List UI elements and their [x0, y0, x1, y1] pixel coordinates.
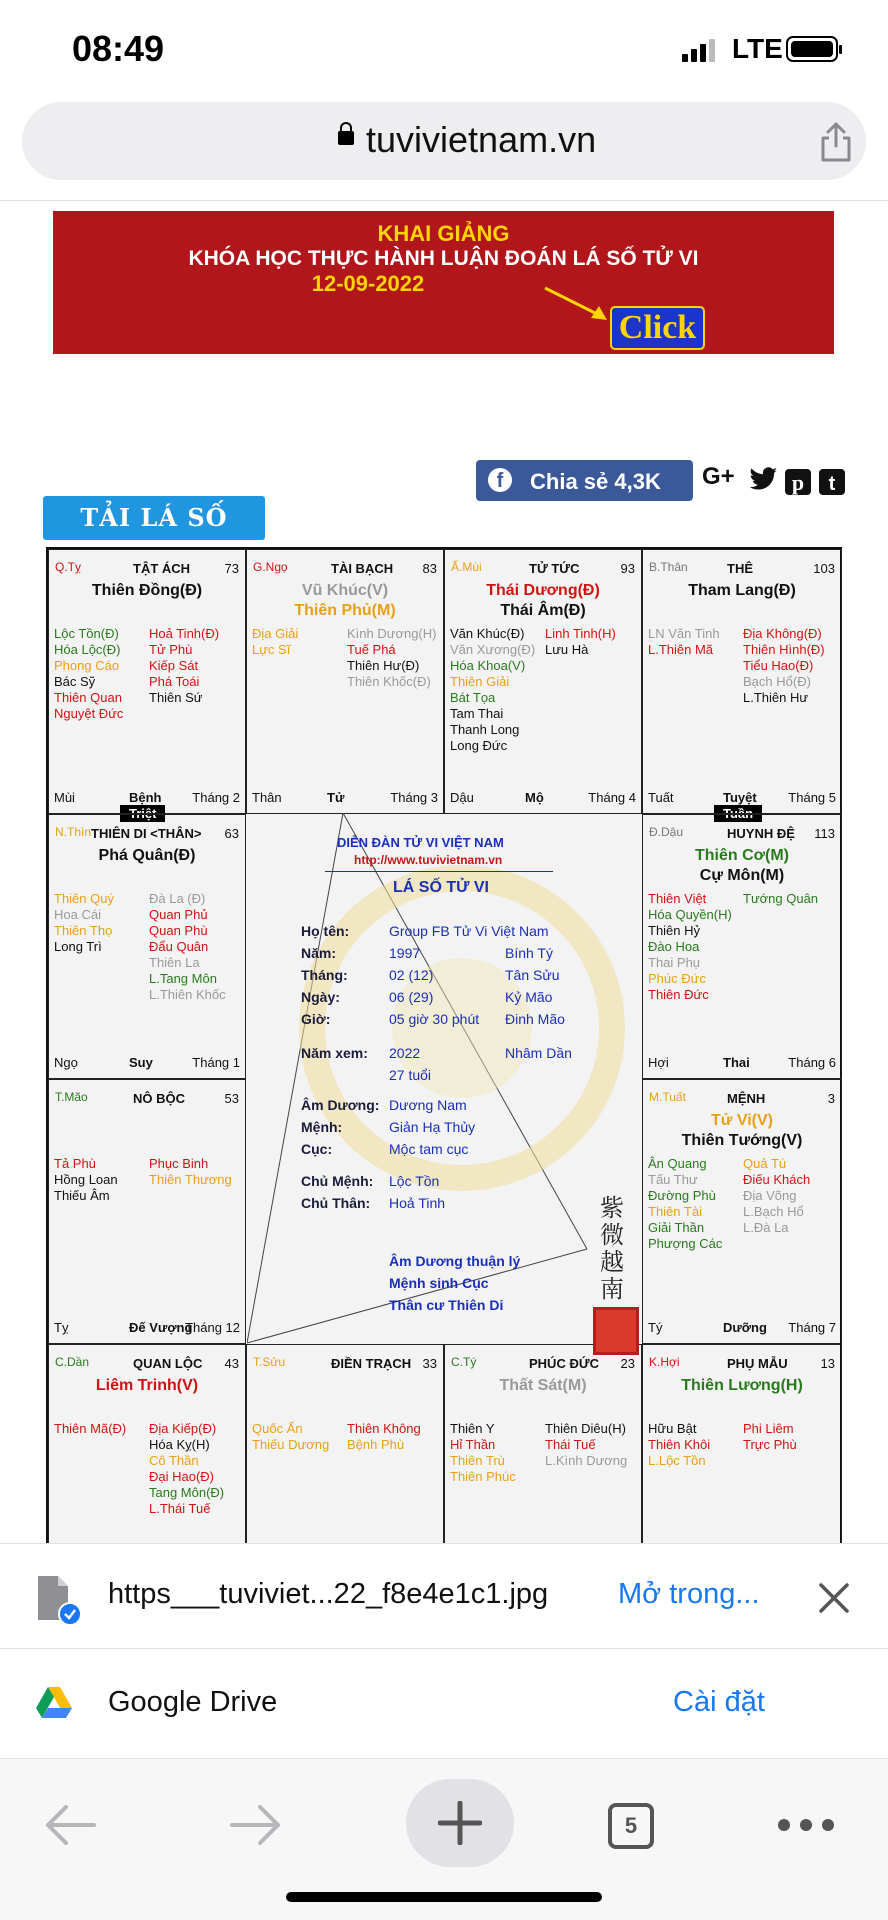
minor-star: Đẩu Quân	[149, 939, 209, 954]
footer-month: Tháng 3	[390, 790, 438, 805]
info-label: Năm:	[301, 945, 337, 961]
minor-star: L.Tang Môn	[149, 971, 217, 986]
info-label: Cục:	[301, 1141, 333, 1157]
footer-branch: Tỵ	[54, 1320, 69, 1335]
minor-stars-right	[347, 1421, 421, 1453]
palace-branch: C.Tý	[451, 1355, 477, 1369]
minor-star: Phong Cáo	[54, 658, 120, 673]
info-label: Chủ Thân:	[301, 1195, 371, 1211]
minor-star: Thiếu Âm	[54, 1188, 110, 1203]
download-filename: https___tuviviet...22_f8e4e1c1.jpg	[108, 1578, 549, 1610]
svg-text:t: t	[828, 473, 836, 495]
chart-title: LÁ SỐ TỬ VI	[393, 879, 489, 896]
palace-than	[642, 549, 842, 814]
open-in-button[interactable]: Mở trong...	[618, 1578, 760, 1610]
address-bar[interactable]	[22, 102, 866, 180]
info-label: Chủ Mệnh:	[301, 1173, 374, 1189]
banner-date: 12-09-2022	[311, 271, 425, 296]
twitter-icon[interactable]	[748, 463, 778, 497]
minor-stars-right	[743, 1421, 797, 1453]
forum-name: DIỄN ĐÀN TỬ VI VIỆT NAM	[337, 835, 504, 850]
footer-month: Tháng 1	[192, 1055, 240, 1070]
palace-suu	[246, 1344, 444, 1549]
palace-name: HUYNH ĐỆ	[727, 826, 795, 841]
footer-month: Tháng 2	[192, 790, 240, 805]
footer-phase: Mộ	[525, 790, 544, 805]
major-star: Thái Âm(Đ)	[500, 602, 586, 619]
minor-star: Lưu Hà	[545, 642, 589, 657]
footer-branch: Dậu	[450, 790, 474, 805]
lock-icon	[338, 131, 354, 145]
palace-branch: N.Thìn	[55, 825, 92, 839]
google-drive-icon	[36, 1687, 72, 1719]
minor-stars-left	[648, 891, 732, 1003]
minor-star: Lực Sĩ	[252, 642, 291, 657]
minor-star: Thái Tuế	[545, 1437, 596, 1452]
pinterest-icon[interactable]	[785, 465, 811, 499]
minor-star: Thiên Khôi	[648, 1437, 711, 1452]
minor-star: Phục Binh	[149, 1156, 209, 1171]
new-tab-button[interactable]	[406, 1779, 514, 1867]
palace-age: 13	[820, 1356, 835, 1371]
footer-branch: Tý	[648, 1320, 663, 1335]
palace-age: 43	[224, 1356, 239, 1371]
minor-star: Long Đức	[450, 738, 508, 753]
seal-text	[597, 1195, 627, 1303]
close-icon[interactable]	[818, 1582, 850, 1614]
info-value: 1997	[389, 945, 421, 961]
footer-phase: Đế Vượng	[129, 1320, 193, 1335]
palace-dan	[48, 1344, 246, 1549]
minor-star: Hóa Quyền(H)	[648, 907, 732, 922]
major-star: Thất Sát(M)	[499, 1377, 587, 1394]
major-star: Tham Lang(Đ)	[688, 582, 796, 599]
info-value: 02 (12)	[389, 967, 434, 983]
minor-star: Tấu Thư	[648, 1172, 698, 1187]
info-value: 27 tuổi	[389, 1067, 432, 1083]
palace-name: PHÚC ĐỨC	[529, 1356, 600, 1371]
minor-stars-left	[252, 626, 298, 658]
footer-month: Tháng 4	[588, 790, 636, 805]
minor-star: Bệnh Phù	[347, 1437, 405, 1452]
minor-stars-left	[450, 626, 535, 754]
minor-star: L.Thiên Khốc	[149, 987, 226, 1002]
minor-star: L.Đà La	[743, 1220, 789, 1235]
footer-month: Tháng 7	[788, 1320, 836, 1335]
footer-branch: Tuất	[648, 790, 674, 805]
minor-star: Thiên Y	[450, 1421, 495, 1436]
palace-name: QUAN LỘC	[133, 1356, 203, 1371]
info-value-2: Nhâm Dần	[505, 1045, 572, 1061]
info-value-2: Tân Sửu	[505, 967, 560, 983]
palace-hoi	[642, 1344, 842, 1549]
palace-name: THIÊN DI <THÂN>	[91, 826, 202, 841]
footer-branch: Hợi	[648, 1055, 669, 1070]
minor-star: Thiên Hỷ	[648, 923, 701, 938]
palace-branch: G.Ngọ	[253, 560, 288, 574]
click-button[interactable]: Click	[610, 306, 705, 350]
major-star: Vũ Khúc(V)	[301, 582, 389, 599]
palace-name: PHỤ MẪU	[727, 1356, 788, 1371]
minor-stars-left	[54, 1156, 118, 1204]
minor-star: Bạch Hổ(Đ)	[743, 674, 811, 689]
minor-star: Trực Phù	[743, 1437, 797, 1452]
palace-age: 93	[620, 561, 635, 576]
minor-stars-left	[648, 1421, 710, 1469]
major-star: Liêm Trinh(V)	[95, 1377, 199, 1394]
palace-thin	[48, 814, 246, 1079]
course-banner[interactable]	[53, 211, 834, 354]
minor-star: Thiên Thọ	[54, 923, 113, 938]
minor-stars-right	[545, 626, 616, 658]
svg-text:p: p	[791, 470, 805, 495]
settings-button[interactable]: Cài đặt	[673, 1686, 765, 1718]
forward-icon[interactable]	[230, 1803, 282, 1847]
minor-star: Phá Toái	[149, 674, 200, 689]
minor-star: L.Kình Dương	[545, 1453, 628, 1468]
palace-branch: K.Hợi	[649, 1355, 680, 1369]
palace-ty	[48, 549, 246, 814]
facebook-share-label: Chia sẻ 4,3K	[530, 469, 661, 494]
palace-tuat	[642, 1079, 842, 1344]
red-seal-stamp	[593, 1307, 639, 1355]
palace-age: 113	[814, 826, 835, 841]
info-value: Group FB Tử Vi Việt Nam	[389, 923, 549, 939]
site-url[interactable]: http://www.tuvivietnam.vn	[354, 853, 503, 867]
palace-branch: C.Dần	[55, 1355, 90, 1369]
info-value-2: Kỷ Mão	[505, 989, 553, 1005]
footer-branch: Ngọ	[54, 1055, 78, 1070]
google-drive-label: Google Drive	[108, 1686, 278, 1718]
back-icon[interactable]	[44, 1803, 96, 1847]
palace-name: TÀI BẠCH	[331, 561, 394, 576]
network-type: LTE	[732, 33, 783, 64]
minor-star: Tiểu Hao(Đ)	[743, 658, 814, 673]
minor-star: L.Lộc Tồn	[648, 1453, 706, 1468]
minor-stars-right	[743, 1156, 810, 1236]
info-label: Ngày:	[301, 989, 340, 1005]
info-value: Dương Nam	[389, 1097, 467, 1113]
arrow-icon	[543, 286, 613, 326]
seal-char: 南	[600, 1275, 624, 1303]
signal-icon	[682, 38, 716, 62]
palace-age: 33	[422, 1356, 437, 1371]
minor-star: Bác Sỹ	[54, 674, 96, 689]
minor-stars-left	[54, 626, 123, 722]
major-star: Thiên Phủ(M)	[294, 602, 396, 619]
minor-star: Thiên Giải	[450, 674, 510, 689]
minor-stars-left	[648, 1156, 722, 1252]
footer-phase: Suy	[129, 1055, 153, 1070]
minor-stars-right	[743, 891, 818, 907]
minor-star: Địa Không(Đ)	[743, 626, 822, 641]
minor-stars-left	[252, 1421, 329, 1453]
minor-star: Tang Môn(Đ)	[149, 1485, 225, 1500]
minor-star: Tam Thai	[450, 706, 504, 721]
file-icon	[36, 1574, 84, 1628]
minor-stars-right	[743, 626, 825, 706]
info-label: Năm xem:	[301, 1045, 368, 1061]
minor-stars-left	[648, 626, 720, 658]
note-2: Mệnh sinh Cục	[389, 1275, 489, 1291]
seal-char: 紫	[600, 1194, 624, 1222]
minor-star: Quan Phủ	[149, 907, 208, 922]
minor-star: Quan Phù	[149, 923, 208, 938]
footer-phase: Bệnh	[129, 790, 162, 805]
info-value: Lộc Tồn	[389, 1173, 440, 1189]
footer-month: Tháng 12	[185, 1320, 240, 1335]
minor-star: Bát Tọa	[450, 690, 496, 705]
footer-month: Tháng 6	[788, 1055, 836, 1070]
info-value: Giản Hạ Thủy	[389, 1119, 476, 1135]
status-bar	[0, 0, 888, 100]
info-value-2: Đinh Mão	[505, 1011, 565, 1027]
palace-branch: B.Thân	[649, 560, 688, 574]
minor-star: Hoả Tinh(Đ)	[149, 626, 220, 641]
palace-branch: T.Mão	[55, 1090, 88, 1104]
minor-star: Kình Dương(H)	[347, 626, 437, 641]
seal-char: 越	[600, 1248, 624, 1276]
palace-branch: T.Sửu	[253, 1355, 286, 1369]
status-time: 08:49	[72, 28, 165, 69]
palace-name: TẬT ÁCH	[133, 561, 191, 576]
minor-star: Nguyệt Đức	[54, 706, 124, 721]
minor-star: Địa Giải	[252, 626, 299, 641]
plus-icon	[438, 1801, 482, 1845]
seal-char: 微	[600, 1221, 624, 1249]
minor-star: Tử Phù	[149, 642, 193, 657]
minor-star: Văn Khúc(Đ)	[450, 626, 525, 641]
minor-stars-right	[149, 1421, 224, 1517]
footer-month: Tháng 5	[788, 790, 836, 805]
info-value: Mộc tam cục	[389, 1141, 469, 1157]
minor-star: Thiếu Dương	[252, 1437, 330, 1452]
palace-age: 63	[224, 826, 239, 841]
minor-star: Tả Phù	[54, 1156, 96, 1171]
minor-star: Thai Phụ	[648, 955, 701, 970]
palace-age: 23	[620, 1356, 635, 1371]
tab-count-button[interactable]: 5	[608, 1803, 654, 1849]
minor-star: Thiên Việt	[648, 891, 707, 906]
palace-branch: Đ.Dậu	[649, 825, 684, 839]
palace-age: 103	[813, 561, 835, 576]
minor-star: Ân Quang	[648, 1156, 707, 1171]
banner-line2: KHÓA HỌC THỰC HÀNH LUẬN ĐOÁN LÁ SỐ TỬ VI	[188, 247, 699, 270]
minor-star: Kiếp Sát	[149, 658, 199, 673]
minor-stars-left	[54, 891, 114, 955]
download-bar	[0, 1543, 888, 1648]
footer-phase: Tuyệt	[723, 790, 757, 805]
minor-star: Thiên Hư(Đ)	[347, 658, 420, 673]
divider	[0, 200, 888, 201]
palace-tag: Tuần	[714, 805, 762, 822]
minor-star: Long Trì	[54, 939, 102, 954]
info-value: 2022	[389, 1045, 421, 1061]
major-star: Cự Môn(M)	[699, 867, 785, 884]
footer-phase: Dưỡng	[723, 1320, 767, 1335]
minor-star: Thiên Tài	[648, 1204, 702, 1219]
minor-star: Hóa Lộc(Đ)	[54, 642, 121, 657]
minor-star: Hóa Kỵ(H)	[149, 1437, 210, 1452]
minor-star: Thiên La	[149, 955, 200, 970]
google-plus-share[interactable]: G+	[702, 463, 735, 490]
minor-star: Cô Thần	[149, 1453, 199, 1468]
footer-branch: Thân	[252, 790, 282, 805]
minor-stars-left	[450, 1421, 516, 1485]
palace-mui	[444, 549, 642, 814]
palace-tag: Triệt	[120, 805, 165, 822]
info-value: 05 giờ 30 phút	[389, 1011, 480, 1027]
title-underline	[325, 871, 553, 872]
info-value: 06 (29)	[389, 989, 434, 1005]
minor-star: L.Bạch Hổ	[743, 1204, 804, 1219]
minor-star: Thiên Quan	[54, 690, 122, 705]
info-value-2: Bính Tý	[505, 945, 553, 961]
palace-age: 53	[224, 1091, 239, 1106]
info-value: Hoả Tinh	[389, 1195, 446, 1211]
minor-star: Quốc Ấn	[252, 1421, 303, 1436]
palace-name: THÊ	[727, 561, 753, 576]
palace-tyy	[444, 1344, 642, 1549]
palace-ngo	[246, 549, 444, 814]
major-star: Thiên Đồng(Đ)	[91, 582, 203, 599]
palace-name: ĐIỀN TRẠCH	[331, 1356, 412, 1371]
minor-star: L.Thiên Mã	[648, 642, 714, 657]
palace-branch: Q.Tỵ	[55, 560, 81, 574]
palace-name: TỬ TỨC	[529, 561, 580, 576]
minor-star: Thiên Không	[347, 1421, 421, 1436]
minor-star: Đại Hao(Đ)	[149, 1469, 215, 1484]
minor-star: Thiên Phúc	[450, 1469, 516, 1484]
minor-star: Lộc Tồn(Đ)	[54, 626, 119, 641]
minor-stars-right	[149, 626, 219, 706]
info-label: Họ tên:	[301, 923, 350, 939]
minor-star: Thiên Trù	[450, 1453, 505, 1468]
note-1: Âm Dương thuận lý	[389, 1253, 521, 1269]
info-label: Âm Dương:	[301, 1097, 380, 1113]
minor-star: Phi Liêm	[743, 1421, 794, 1436]
minor-star: L.Thái Tuế	[149, 1501, 211, 1516]
minor-star: Phúc Đức	[648, 971, 706, 986]
info-label: Giờ:	[301, 1011, 331, 1027]
minor-star: L.Thiên Hư	[743, 690, 809, 705]
minor-star: Địa Kiếp(Đ)	[149, 1421, 217, 1436]
minor-star: Điếu Khách	[743, 1172, 811, 1187]
home-indicator	[286, 1892, 602, 1902]
minor-star: Hỉ Thần	[450, 1437, 496, 1452]
palace-mao	[48, 1079, 246, 1344]
major-star: Thiên Cơ(M)	[694, 847, 790, 864]
url-text: tuvivietnam.vn	[366, 119, 597, 160]
horoscope-chart	[46, 547, 842, 1547]
major-star: Thiên Lương(H)	[681, 1377, 803, 1394]
minor-star: Giải Thần	[648, 1220, 705, 1235]
minor-star: Đào Hoa	[648, 939, 700, 954]
palace-dau	[642, 814, 842, 1079]
minor-star: Thiên Đức	[648, 987, 709, 1002]
palace-branch: M.Tuất	[649, 1090, 686, 1104]
minor-star: Địa Võng	[743, 1188, 797, 1203]
battery-icon	[786, 36, 838, 62]
palace-branch: Ấ.Mùi	[451, 560, 482, 574]
note-3: Thân cư Thiên Di	[389, 1297, 504, 1313]
footer-phase: Tử	[327, 790, 345, 805]
minor-star: Hóa Khoa(V)	[450, 658, 526, 673]
major-star: Phá Quân(Đ)	[98, 847, 196, 864]
minor-star: Thiên Hình(Đ)	[743, 642, 825, 657]
minor-star: Hồng Loan	[54, 1172, 118, 1187]
chart-center-panel	[247, 813, 645, 1345]
minor-star: Phượng Các	[648, 1236, 723, 1251]
minor-stars-right	[149, 1156, 232, 1188]
major-star: Thái Dương(Đ)	[486, 582, 600, 599]
minor-star: Thiên Mã(Đ)	[54, 1421, 127, 1436]
minor-star: Thiên Diêu(H)	[545, 1421, 626, 1436]
minor-star: Quả Tú	[743, 1156, 787, 1171]
major-star: Tử Vi(V)	[711, 1112, 773, 1129]
minor-star: Hoa Cái	[54, 907, 101, 922]
minor-star: Hữu Bật	[648, 1421, 697, 1436]
footer-branch: Mùi	[54, 790, 75, 805]
major-star: Thiên Tướng(V)	[681, 1132, 803, 1149]
minor-star: Thiên Thương	[149, 1172, 232, 1187]
facebook-icon: f	[488, 468, 512, 492]
minor-stars-right	[545, 1421, 627, 1469]
minor-star: Thanh Long	[450, 722, 520, 737]
info-label: Mệnh:	[301, 1119, 343, 1135]
minor-star: Đà La (Đ)	[149, 891, 206, 906]
minor-star: Văn Xương(Đ)	[450, 642, 536, 657]
palace-name: MỆNH	[727, 1091, 766, 1106]
facebook-share-button[interactable]	[476, 460, 693, 501]
minor-stars-right	[149, 891, 226, 1003]
minor-star: LN Văn Tinh	[648, 626, 720, 641]
footer-phase: Thai	[723, 1055, 750, 1070]
minor-star: Thiên Quý	[54, 891, 114, 906]
tumblr-icon[interactable]	[819, 465, 845, 499]
palace-age: 83	[422, 561, 437, 576]
more-icon[interactable]	[776, 1817, 836, 1833]
minor-stars-right	[347, 626, 436, 690]
minor-star: Thiên Khốc(Đ)	[347, 674, 431, 689]
share-icon[interactable]	[818, 122, 854, 162]
palace-age: 3	[827, 1091, 835, 1106]
minor-star: Thiên Sứ	[149, 690, 203, 705]
banner-line1: KHAI GIẢNG	[377, 221, 510, 246]
info-label: Tháng:	[301, 967, 348, 983]
palace-age: 73	[224, 561, 239, 576]
drive-row[interactable]	[0, 1648, 888, 1758]
palace-name: NÔ BỘC	[133, 1091, 185, 1106]
minor-star: Tướng Quân	[743, 891, 819, 906]
minor-star: Tuế Phá	[347, 642, 396, 657]
minor-stars-left	[54, 1421, 126, 1437]
minor-star: Linh Tinh(H)	[545, 626, 616, 641]
minor-star: Đường Phù	[648, 1188, 716, 1203]
download-chart-button[interactable]: TẢI LÁ SỐ	[43, 496, 265, 540]
